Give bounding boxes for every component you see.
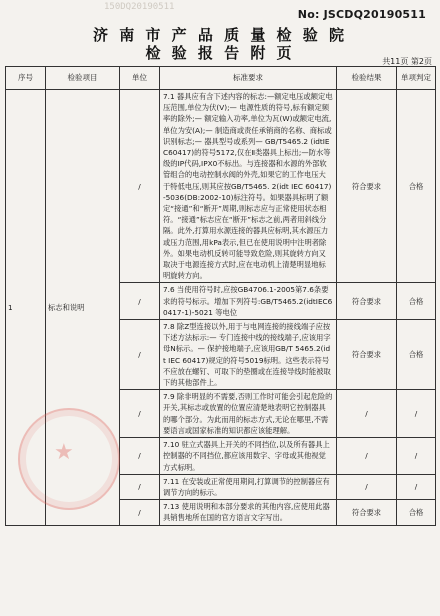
page-count: 共11页 第2页	[382, 57, 432, 66]
verdict-cell: 合格	[397, 283, 436, 320]
requirement-cell: 7.8 除Z型连接以外,用于与电网连接的接线端子应按下述方法标示:— 专门连接中线的接线端子,应该用字母N标示。— 保护接地端子,应该用GB/T 5465.2(idt IEC 60417)规定的符号5019标明。这些表示符号不应放在螺钉、可取下的垫圈或在连接导线时能被取下的其他部件上。	[160, 320, 337, 390]
requirement-cell: 7.11 在安装或正常使用期间,打算调节的控制器应有调节方向的标示。	[160, 474, 337, 499]
column-header-item: 检验项目	[46, 67, 120, 90]
column-header-unit: 单位	[120, 67, 160, 90]
result-cell: 符合要求	[337, 283, 397, 320]
column-header-seq: 序号	[6, 67, 46, 90]
item-cell: 标志和说明	[46, 90, 120, 526]
unit-cell: /	[120, 474, 160, 499]
seal-star-icon: ★	[54, 440, 74, 465]
seq-cell: 1	[6, 90, 46, 526]
unit-cell: /	[120, 500, 160, 525]
result-cell: /	[337, 474, 397, 499]
verdict-cell: /	[397, 438, 436, 475]
requirement-cell: 7.1 器具应有含下述内容的标志:—额定电压或额定电压范围,单位为伏(V);— 电源性质的符号,标有额定频率的除外;— 额定输入功率,单位为瓦(W)或额定电流,单位为安(A);— 制造商或责任承销商的名称、商标或识别标志;— 器具型号或系列— GB/T5465.2 (idtIEC60417)的符号5172,仅在Ⅱ类器具上标出;—防水等级的IP代码,IPX0不标出。与连接器和水源的外部软管组合的电动控制水阀的外壳,如果它的工作电压大于特低电压,则其应按GB/T5465. 2(idt IEC 60417)-5036(DB:2002-10)标注符号。如果器具标明了额定“接通”和“断开”周期,则标志应与正常使用状态相符。“接通”标志应在“断开”标志之前,两者用斜线分隔。此外,打算用水源连接的器具应标明,其水源压力或压力范围,用kPa表示,但已在使用说明中注明者除外。如果电动机反转可能导致危险,则其旋转方向又取决于电源连接方式时,应在电动机上清楚明显地标明旋转方向。	[160, 90, 337, 283]
column-header-result: 检验结果	[337, 67, 397, 90]
unit-cell: /	[120, 90, 160, 283]
verdict-cell: /	[397, 474, 436, 499]
unit-cell: /	[120, 438, 160, 475]
table-row	[6, 90, 436, 283]
unit-cell: /	[120, 390, 160, 438]
unit-cell: /	[120, 283, 160, 320]
background-watermark-number: 150DQ20190511	[104, 2, 175, 12]
verdict-cell: 合格	[397, 320, 436, 390]
requirement-cell: 7.13 使用说明和本部分要求的其他内容,应使用此器具销售地所在国的官方语言文字写出。	[160, 500, 337, 525]
verdict-cell: /	[397, 390, 436, 438]
table-header-row	[6, 67, 436, 90]
verdict-cell: 合格	[397, 90, 436, 283]
result-cell: 符合要求	[337, 500, 397, 525]
requirement-cell: 7.9 除非明显的不需要,否则工作时可能会引起危险的开关,其标志或放置的位置应清楚地表明它控制器具的哪个部分。为此而用的标志方式,无论在哪里,不需要语言或国家标准的知识都应该能理解。	[160, 390, 337, 438]
report-number: No: JSCDQ20190511	[297, 8, 426, 21]
requirement-cell: 7.10 驻立式器具上开关的不同挡位,以及所有器具上控制器的不同挡位,都应该用数字、字母或其他视觉方式标明。	[160, 438, 337, 475]
institute-title: 济 南 市 产 品 质 量 检 验 院	[92, 26, 347, 44]
result-cell: /	[337, 438, 397, 475]
report-subtitle: 检 验 报 告 附 页	[145, 44, 295, 62]
result-cell: /	[337, 390, 397, 438]
result-cell: 符合要求	[337, 90, 397, 283]
column-header-verdict: 单项判定	[397, 67, 436, 90]
column-header-requirement: 标准要求	[160, 67, 337, 90]
unit-cell: /	[120, 320, 160, 390]
requirement-cell: 7.6 当使用符号时,应按GB4706.1-2005第7.6条要求的符号标示。增加下列符号:GB/T5465.2(idtIEC60417-1)-5021 等电位	[160, 283, 337, 320]
result-cell: 符合要求	[337, 320, 397, 390]
verdict-cell: 合格	[397, 500, 436, 525]
